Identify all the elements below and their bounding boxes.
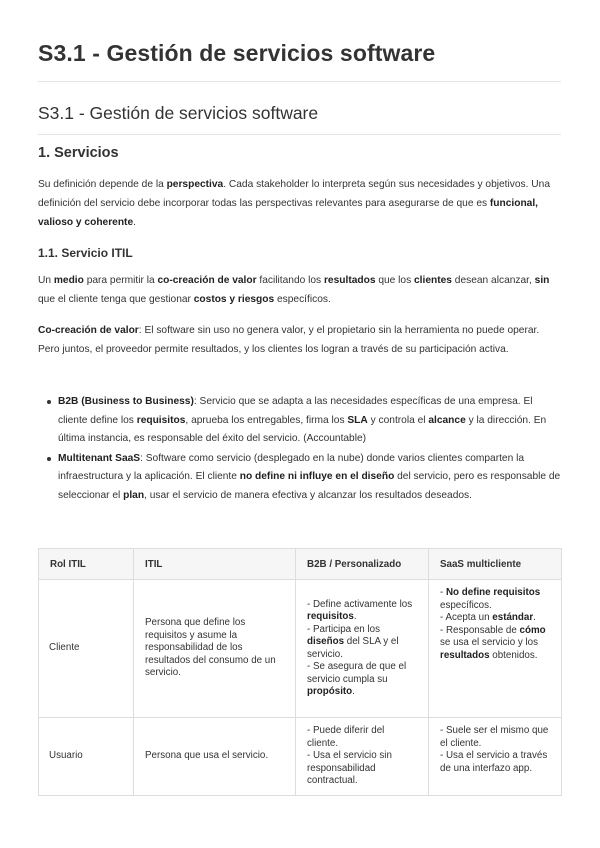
page-title: S3.1 - Gestión de servicios software — [38, 40, 436, 66]
table-row — [39, 718, 562, 796]
cell-b2b — [296, 580, 429, 718]
bold-text: clientes — [414, 275, 452, 286]
bold-text: medio — [53, 275, 84, 286]
bold-text: perspectiva — [166, 179, 224, 190]
bold-text: No define requisitos — [445, 587, 541, 598]
bold-text: no define ni influye en el diseño — [239, 471, 395, 482]
bold-text: resultados — [440, 649, 490, 661]
header-b2b: B2B / Personalizado — [296, 549, 429, 580]
cell-saas — [429, 718, 562, 796]
heading-servicios: 1. Servicios — [38, 145, 119, 161]
bold-text: estándar — [492, 612, 534, 623]
bold-text: alcance — [428, 414, 466, 426]
bullet-b2b: B2B (Business to Business): Servicio que se adapta a las necesidades específicas de una empresa. El cliente define los requisitos, aprueba los entregables, firma los SLA y controla el alcance y la dirección. En última instancia, es responsable del éxito del servicio. (Accountable) — [38, 393, 561, 449]
cell-line: - No define requisitos específicos. — [440, 587, 541, 611]
bold-text: co-creación de valor — [157, 275, 257, 286]
bold-text: Co-creación de valor — [38, 325, 139, 336]
roles-table — [38, 548, 562, 796]
header-rol-itil: Rol ITIL — [39, 549, 134, 580]
co-creacion-paragraph: Co-creación de valor: El software sin uso no genera valor, y el propietario sin la herramienta no puede operar. Pero juntos, el proveedor permite resultados, y los clientes los logran a través de su participación activa. — [38, 325, 540, 355]
cell-itil: Persona que define los requisitos y asume la responsabilidad de los resultados del consumo de un servicio. — [134, 580, 296, 718]
bold-text: resultados — [323, 275, 376, 286]
bold-text: requisitos — [136, 414, 186, 426]
cell-line: - Usa el servicio sin responsabilidad contractual. — [307, 750, 392, 786]
cell-role: Cliente — [39, 580, 134, 718]
cell-line: - Responsable de cómo se usa el servicio y los resultados obtenidos. — [440, 624, 546, 661]
cell-line: - Define activamente los requisitos. — [307, 598, 413, 622]
bold-text: SLA — [347, 414, 368, 426]
bold-text: requisitos — [307, 611, 354, 622]
service-type-list — [38, 393, 561, 505]
bold-text: propósito — [307, 686, 353, 697]
table-row — [39, 580, 562, 718]
subtitle-divider — [38, 134, 561, 135]
header-itil: ITIL — [134, 549, 296, 580]
heading-servicio-itil: 1.1. Servicio ITIL — [38, 246, 133, 260]
cell-saas — [429, 580, 562, 718]
table-header-row — [39, 549, 562, 580]
cell-line: - Suele ser el mismo que el cliente. — [440, 725, 549, 749]
cell-line: - Participa en los diseños del SLA y el servicio. — [307, 623, 399, 660]
itil-paragraph: Un medio para permitir la co-creación de valor facilitando los resultados que los clientes desean alcanzar, sin que el cliente tenga que gestionar costos y riesgos específicos. — [38, 275, 550, 305]
cell-line: - Se asegura de que el servicio cumpla su propósito. — [307, 661, 407, 697]
cell-line: - Usa el servicio a través de una interfazo app. — [440, 750, 548, 774]
cell-line: - Acepta un estándar. — [440, 612, 536, 623]
bold-text: cómo — [519, 624, 546, 636]
bullet-saas: Multitenant SaaS: Software como servicio (desplegado en la nube) donde varios clientes comparten la infraestructura y la aplicación. El cliente no define ni influye en el diseño del servicio, pero es responsable de seleccionar el plan, usar el servicio de manera efectiva y alcanzar los resultados deseados. — [38, 450, 561, 506]
bold-text: Multitenant SaaS — [58, 452, 141, 464]
bold-text: sin — [534, 275, 550, 286]
cell-b2b — [296, 718, 429, 796]
bold-text: costos y riesgos — [193, 294, 275, 305]
bold-text: diseños — [307, 636, 345, 647]
bold-text: B2B (Business to Business) — [58, 396, 194, 407]
cell-itil: Persona que usa el servicio. — [134, 718, 296, 796]
bold-text: funcional, valioso y coherente — [38, 198, 539, 228]
intro-paragraph: Su definición depende de la perspectiva. Cada stakeholder lo interpreta según sus necesidades y objetivos. Una definición del servicio debe incorporar todas las perspectivas relevantes para asegurarse de que es funcional, valioso y coherente. — [38, 179, 550, 228]
title-divider — [38, 81, 561, 82]
cell-line: - Puede diferir del cliente. — [307, 725, 385, 749]
bold-text: plan — [123, 489, 145, 501]
header-saas: SaaS multicliente — [429, 549, 562, 580]
cell-role: Usuario — [39, 718, 134, 796]
section-title: S3.1 - Gestión de servicios software — [38, 103, 319, 123]
